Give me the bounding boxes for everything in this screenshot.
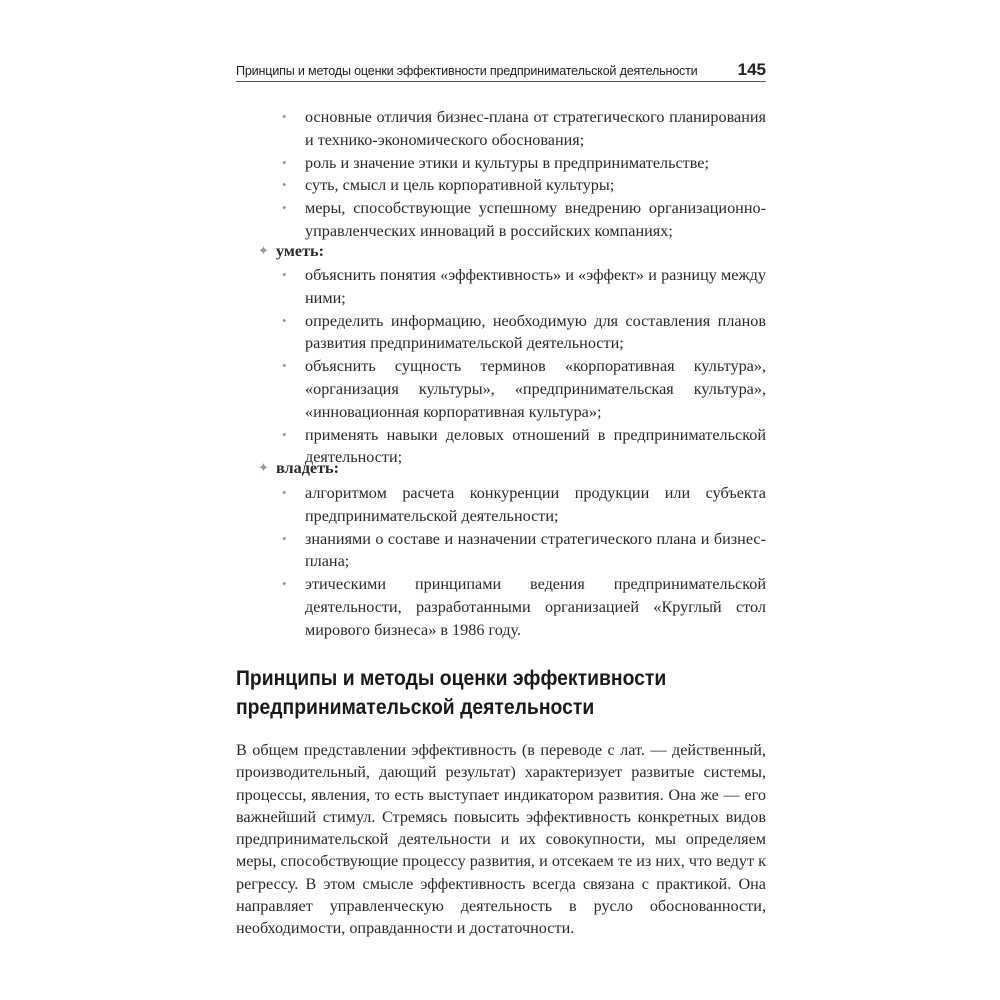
know-list: [236, 106, 766, 243]
bullet-icon: •: [282, 576, 287, 592]
list-item: • объяснить понятия «эффективность» и «эффект» и разницу между ними;: [282, 266, 766, 307]
list-item: • роль и значение этики и культуры в предпринимательстве;: [236, 152, 766, 175]
list-item: • суть, смысл и цель корпоративной культуры;: [236, 174, 766, 197]
list-item: • применять навыки деловых отношений в предпринимательской деятельности;: [282, 425, 766, 467]
list-item: • этическими принципами ведения предпринимательской деятельности, разработанными организацией «Круглый стол мирового бизнеса» в 1986 году.: [282, 575, 766, 639]
list-item: • алгоритмом расчета конкуренции продукции или субъекта предпринимательской деятельности;: [282, 484, 766, 525]
list-item: • определить информацию, необходимую для составления планов развития предпринимательской деятельности;: [282, 311, 766, 353]
bullet-icon: ✦: [258, 243, 269, 258]
bullet-icon: •: [282, 312, 287, 328]
can-list: [236, 264, 766, 469]
section-heading: Принципы и методы оценки эффективности предпринимательской деятельности: [236, 666, 667, 719]
bullet-icon: •: [282, 109, 287, 124]
running-header: [236, 61, 766, 82]
list-item: • меры, способствующие успешному внедрению организационно-управленческих инноваций в российских компаниях;: [282, 199, 766, 240]
body-paragraph: В общем представлении эффективность (в переводе с лат. — действенный, производительный, дающий результат) характеризует развитые системы, процессы, явления, то есть выступает индикатором развития. Она же — его важнейший стимул. Стремясь повысить эффективность конкретных видов предпринимательской деятельности и их совокупности, мы определяем меры, способствующие процессу развития, и отсекаем те из них, что ведут к регрессу. В этом смысле эффективность всегда связана с практикой. Она направляет управленческую деятельность в русло обоснованности, необходимости, оправданности и достаточности.: [236, 741, 766, 938]
bullet-icon: ✦: [258, 460, 269, 475]
category-label: владеть:: [276, 459, 339, 477]
running-title: Принципы и методы оценки эффективности предпринимательской деятельности: [236, 64, 698, 78]
page-number: 145: [737, 60, 766, 79]
bullet-icon: •: [282, 177, 287, 193]
bullet-icon: •: [282, 485, 287, 500]
list-item: • основные отличия бизнес-плана от стратегического планирования и технико-экономического обоснования;: [282, 108, 766, 149]
bullet-icon: •: [282, 267, 287, 282]
bullet-icon: •: [282, 426, 287, 442]
list-item: • объяснить сущность терминов «корпоративная культура», «организация культуры», «предпринимательская культура», «инновационная корпоративная культура»;: [282, 357, 766, 421]
bullet-icon: •: [282, 358, 287, 374]
own-list: [236, 482, 766, 642]
bullet-icon: •: [282, 200, 287, 216]
list-item: • знаниями о составе и назначении стратегического плана и бизнес-плана;: [282, 529, 766, 571]
bullet-icon: •: [282, 530, 287, 546]
bullet-icon: •: [282, 154, 287, 170]
category-label: уметь:: [276, 242, 324, 260]
